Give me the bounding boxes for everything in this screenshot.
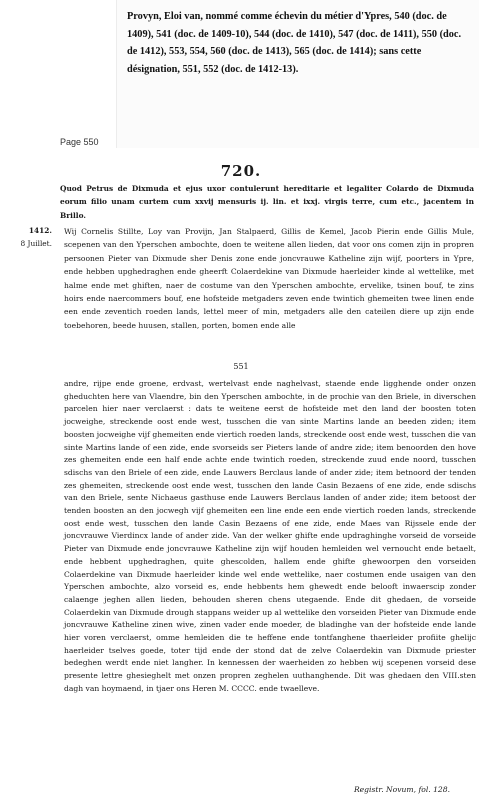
page-break — [58, 352, 478, 353]
index-entry: Provyn, Eloi van, nommé comme échevin du métier d'Ypres, 540 (doc. de 1409), 541 (doc. de 1409-10), 544 (doc. de 1410), 547 (doc. de 1411), 550 (doc. de 1412), 553, 554, 560 (doc. de 1413), 565 (doc. de 1414); sans cette désignation, 551, 552 (doc. de 1412-13). — [127, 11, 462, 75]
page-reference: Page 550 — [60, 137, 99, 147]
page-number: 551 — [233, 362, 249, 371]
charter-title: Quod Petrus de Dixmuda et ejus uxor contulerunt hereditarie et legaliter Colardo de Dixmuda eorum filio unam curtem cum xxvij mensuris ij. lin. et ixxj. virgis terre, cum etc., jacentem in Brillo. — [60, 184, 474, 220]
register-reference: Registr. Novum, fol. 128. — [353, 785, 450, 794]
charter-text-part2: andre, rijpe ende groene, erdvast, wertelvast ende naghelvast, staende ende ligghende onder onzen gheduchten here van Vlaendre, bin den Yperschen ambochte, in de prochie van den Briele, in diverschen parcelen hier naer verclaerst : dats te weitene eerst de hofsteide met den land der boosten toten jocweighe, streckende oost ende west, tusschen die van sinte Martins lande an beeden ziden; item boosten jocweighe vijf ghemeiten ende viertich roeden lands, streckende oost ende west, tusschen die van sinte Martins lande of een zide, ende svorseids ser Pieters lande of andre zide; item benoorden den hove zes ghemeiten ende een half ende achte ende twintich roeden, streckende zuud ende noord, tusschen sdischs van den Briele of een zide, ende Lauwers Berclaus lande of ander zide; item betnoord der tenden zes ghemeiten, streckende oost ende west, tusschen den lande Casin Bezaens of ene zide, ende sdischs van den Briele, sente Nichaeus gasthuse ende Lauwers Berclaus landen of ander zide; item betoost der tenden boosten an den jocwegh vijf ghemeiten een line ende een ende viertich roeden lands, streckende oost ende west, tusschen den lande Casin Bezaens of ene zide, ende Maes van Rijssele ende der joncvrauwe Vierdincx lande of ander zide. Van der welker ghifte ende updraghinghe vorseid de vorseide Pieter van Dixmude ende joncvrauwe Katheline zijn wijf houden hemleiden wel vernoucht ende betaelt, ende hebbent upghedraghen, quite ghescolden, hallem ende ghifte ghewoorpen den vorseiden Colaerdekine van Dixmude haerleider kinde wel ende wettelike, naer costumen ende usaigen van den Yperschen ambochte, alzo vorseid es, ende hebbents hem ghewedt ende belooft inwaerscip zonder calaenge jeghen allen lieden, behouden sheren chens utegaende. Ende dit ghedaen, de vorseide Colaerdekin van Dixmude drough stappans weider up al wettelike den vorseiden Pieter van Dixmude ende joncvrauwe Katheline zinen wive, zinen vader ende moeder, de bladinghe van der hofsteide ende lande hier voren verclaerst, omme hemleiden die te heffene ende tontfanghene thaerleider profiite ghelijc haerleider tselves goede, toter tijd ende der stond dat de zelve Colaerdekin van Dixmude priester bedeghen werdt ende niet langher. In kennessen der waerheiden zo hebben wij scepenen vorseid dese presente lettre ghesieghelt met onzen propren zeghelen uuthanghende. Dit was ghedaen den VIII.sten dagh van hoymaend, in tjaer ons Heren M. CCCC. ende twaelleve. — [64, 379, 476, 693]
charter-date-year: 1412. — [28, 226, 52, 235]
index-scan-block — [116, 0, 479, 148]
charter-number: 720. — [220, 162, 262, 180]
charter-text-part1: Wij Cornelis Stillte, Loy van Provijn, Jan Stalpaerd, Gillis de Kemel, Jacob Pierin ende Gillis Mule, scepenen van den Yperschen ambochte, doen te weitene allen lieden, dat voor ons comen zijn in propren persoonen Pieter van Dixmude sher Denis zone ende joncvrauwe Katheline zijn wijf, poorters in Ypre, ende hebben upghedraghen ende gheerft Colaerdekine van Dixmude haerleider kinde al wettelike, met halme ende met ghiften, naer de costume van den Yperschen ambochte, ervelike, tsinen bouf, te zins hoirs ende naercommers bouf, ene hofsteide metgaders zeven ende twintich ghemeiten twee linen ende een ende zeventich roeden lands, lettel meer of min, metgaders alle den cateilen diere up zijn ende toebehoren, beede huusen, stallen, porten, bomen ende alle — [64, 227, 474, 330]
charter-date-day: 8 Juillet. — [20, 239, 52, 248]
